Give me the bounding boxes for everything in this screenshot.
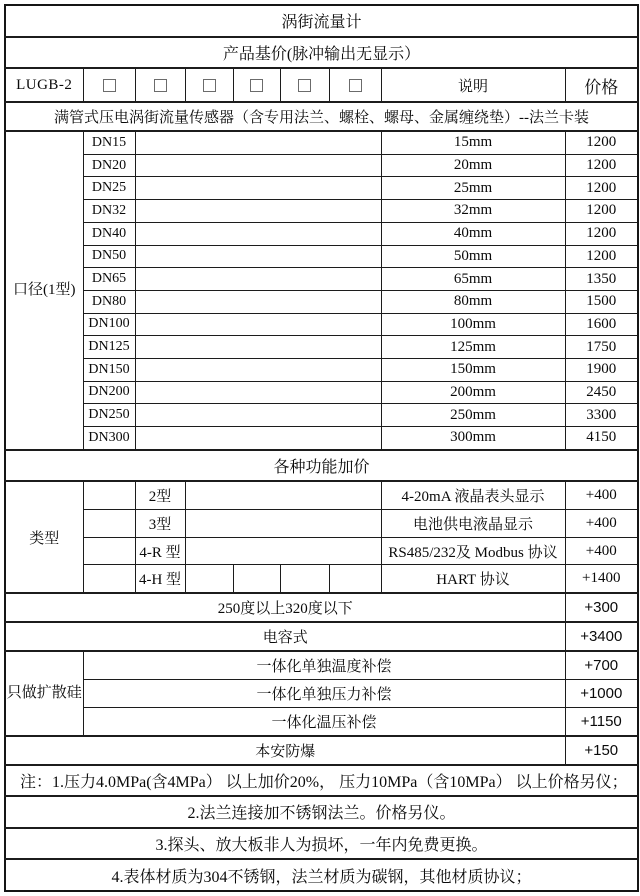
empty-cell	[135, 426, 381, 449]
dn-cell: DN25	[83, 177, 135, 200]
size-cell: 300mm	[381, 426, 565, 449]
intrinsic-safety-cell: 本安防爆	[5, 736, 565, 765]
price-cell: 1900	[565, 358, 638, 381]
price-cell: 1200	[565, 131, 638, 154]
empty-cell	[135, 177, 381, 200]
table-row	[5, 450, 638, 482]
table-row	[5, 154, 638, 177]
table-row	[5, 245, 638, 268]
checkbox-icon	[103, 79, 116, 92]
type-cell: 2型	[135, 481, 185, 509]
checkbox-icon	[250, 79, 263, 92]
empty-cell	[135, 268, 381, 291]
type-cell: 3型	[135, 510, 185, 538]
checkbox-icon	[154, 79, 167, 92]
dn-cell: DN200	[83, 381, 135, 404]
price-cell: +1400	[565, 565, 638, 593]
empty-cell	[233, 565, 280, 593]
table-row	[5, 651, 638, 679]
compensation-cell: 一体化单独温度补偿	[83, 651, 565, 679]
size-cell: 20mm	[381, 154, 565, 177]
diffusion-label: 只做扩散硅	[5, 651, 83, 735]
empty-cell	[135, 358, 381, 381]
diameter-label: 口径(1型)	[5, 131, 83, 450]
table-row	[5, 381, 638, 404]
table-row	[5, 68, 638, 102]
checkbox-icon	[203, 79, 216, 92]
empty-cell	[280, 565, 329, 593]
checkbox-cell	[83, 68, 135, 102]
type-cell: 4-H 型	[135, 565, 185, 593]
page-title: 涡街流量计	[5, 5, 638, 37]
price-cell: 1600	[565, 313, 638, 336]
temp-range-cell: 250度以上320度以下	[5, 593, 565, 622]
empty-cell	[135, 381, 381, 404]
price-cell: 3300	[565, 404, 638, 427]
size-cell: 100mm	[381, 313, 565, 336]
price-cell: 1200	[565, 245, 638, 268]
size-cell: 80mm	[381, 290, 565, 313]
empty-cell	[135, 222, 381, 245]
price-cell: +1000	[565, 680, 638, 708]
price-cell: 1750	[565, 336, 638, 359]
note-row: 2.法兰连接加不锈钢法兰。价格另仪。	[5, 796, 638, 828]
size-cell: 40mm	[381, 222, 565, 245]
capacitive-cell: 电容式	[5, 622, 565, 651]
size-cell: 50mm	[381, 245, 565, 268]
price-cell: +1150	[565, 707, 638, 735]
empty-cell	[135, 336, 381, 359]
dn-cell: DN50	[83, 245, 135, 268]
size-cell: 250mm	[381, 404, 565, 427]
size-cell: 15mm	[381, 131, 565, 154]
dn-cell: DN150	[83, 358, 135, 381]
price-cell: +3400	[565, 622, 638, 651]
note-row: 4.表体材质为304不锈钢，法兰材质为碳钢，其他材质协议；	[5, 859, 638, 891]
table-row	[5, 177, 638, 200]
size-cell: 32mm	[381, 200, 565, 223]
checkbox-cell	[185, 68, 233, 102]
table-row	[5, 593, 638, 622]
table-row	[5, 828, 638, 860]
dn-cell: DN250	[83, 404, 135, 427]
table-row	[5, 131, 638, 154]
price-cell: +400	[565, 510, 638, 538]
price-cell: 1500	[565, 290, 638, 313]
table-row	[5, 290, 638, 313]
empty-cell	[185, 565, 233, 593]
table-row	[5, 313, 638, 336]
price-cell: +400	[565, 481, 638, 509]
size-cell: 25mm	[381, 177, 565, 200]
table-row	[5, 707, 638, 735]
table-row	[5, 222, 638, 245]
empty-cell	[185, 537, 381, 565]
table-row	[5, 537, 638, 565]
table-row	[5, 268, 638, 291]
note-row: 注：1.压力4.0MPa(含4MPa） 以上加价20%， 压力10MPa（含10MPa） 以上价格另仪；	[5, 765, 638, 797]
type-desc-cell: RS485/232及 Modbus 协议	[381, 537, 565, 565]
table-row	[5, 102, 638, 131]
dn-cell: DN32	[83, 200, 135, 223]
size-cell: 125mm	[381, 336, 565, 359]
empty-cell	[185, 481, 381, 509]
table-row	[5, 680, 638, 708]
empty-cell	[135, 200, 381, 223]
desc-header: 说明	[381, 68, 565, 102]
empty-cell	[83, 537, 135, 565]
table-row	[5, 37, 638, 69]
checkbox-icon	[349, 79, 362, 92]
size-cell: 150mm	[381, 358, 565, 381]
empty-cell	[83, 565, 135, 593]
model-cell: LUGB-2	[5, 68, 83, 102]
type-desc-cell: 电池供电液晶显示	[381, 510, 565, 538]
empty-cell	[135, 245, 381, 268]
checkbox-icon	[298, 79, 311, 92]
type-desc-cell: HART 协议	[381, 565, 565, 593]
dn-cell: DN65	[83, 268, 135, 291]
empty-cell	[83, 481, 135, 509]
table-row	[5, 622, 638, 651]
empty-cell	[135, 290, 381, 313]
table-row	[5, 796, 638, 828]
size-cell: 200mm	[381, 381, 565, 404]
base-price-subtitle: 产品基价(脉冲输出无显示）	[5, 37, 638, 69]
size-cell: 65mm	[381, 268, 565, 291]
price-cell: +700	[565, 651, 638, 679]
empty-cell	[329, 565, 381, 593]
table-row	[5, 5, 638, 37]
price-cell: 4150	[565, 426, 638, 449]
price-cell: 1200	[565, 177, 638, 200]
checkbox-cell	[280, 68, 329, 102]
type-label: 类型	[5, 481, 83, 593]
note-row: 3.探头、放大板非人为损坏，一年内免费更换。	[5, 828, 638, 860]
price-cell: 1200	[565, 200, 638, 223]
type-desc-cell: 4-20mA 液晶表头显示	[381, 481, 565, 509]
table-row	[5, 481, 638, 509]
table-row	[5, 404, 638, 427]
empty-cell	[83, 510, 135, 538]
empty-cell	[185, 510, 381, 538]
compensation-cell: 一体化单独压力补偿	[83, 680, 565, 708]
table-row	[5, 736, 638, 765]
dn-cell: DN20	[83, 154, 135, 177]
dn-cell: DN300	[83, 426, 135, 449]
empty-cell	[135, 131, 381, 154]
dn-cell: DN100	[83, 313, 135, 336]
price-cell: +300	[565, 593, 638, 622]
table-row	[5, 336, 638, 359]
table-row	[5, 565, 638, 593]
table-row	[5, 358, 638, 381]
price-cell: 2450	[565, 381, 638, 404]
checkbox-cell	[135, 68, 185, 102]
table-row	[5, 765, 638, 797]
checkbox-cell	[329, 68, 381, 102]
price-cell: 1200	[565, 154, 638, 177]
compensation-cell: 一体化温压补偿	[83, 707, 565, 735]
empty-cell	[135, 154, 381, 177]
table-row	[5, 200, 638, 223]
sensor-description: 满管式压电涡街流量传感器（含专用法兰、螺栓、螺母、金属缠绕垫）--法兰卡装	[5, 102, 638, 131]
dn-cell: DN80	[83, 290, 135, 313]
table-row	[5, 426, 638, 449]
price-cell: 1350	[565, 268, 638, 291]
empty-cell	[135, 404, 381, 427]
price-cell: +400	[565, 537, 638, 565]
dn-cell: DN125	[83, 336, 135, 359]
dn-cell: DN15	[83, 131, 135, 154]
empty-cell	[135, 313, 381, 336]
addons-header: 各种功能加价	[5, 450, 638, 482]
table-row	[5, 510, 638, 538]
price-cell: 1200	[565, 222, 638, 245]
dn-cell: DN40	[83, 222, 135, 245]
type-cell: 4-R 型	[135, 537, 185, 565]
price-header: 价格	[565, 68, 638, 102]
price-cell: +150	[565, 736, 638, 765]
checkbox-cell	[233, 68, 280, 102]
table-row	[5, 859, 638, 891]
price-table	[4, 4, 639, 892]
